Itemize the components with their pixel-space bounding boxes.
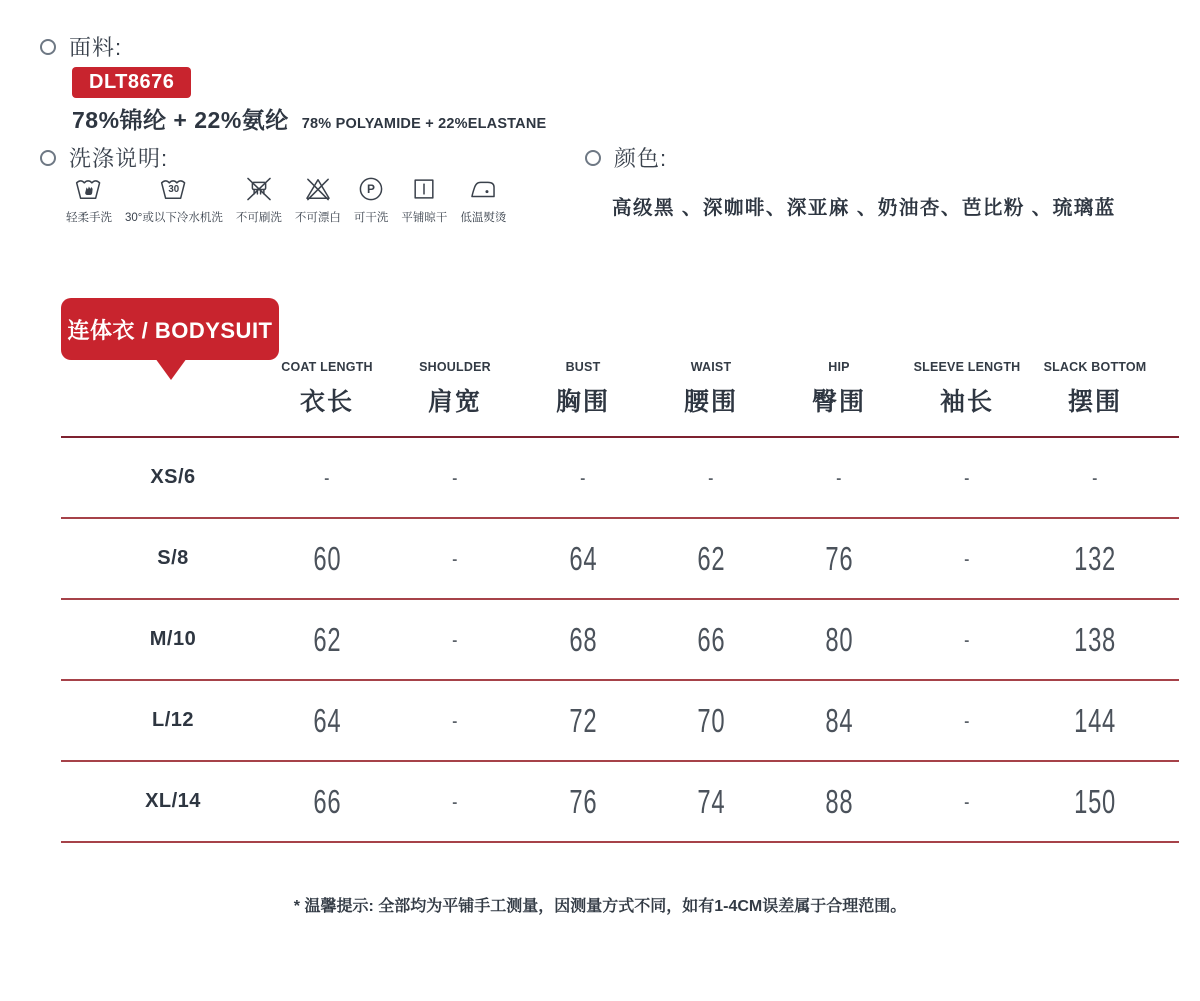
header-bust: BUST 胸围	[555, 360, 610, 416]
value-cell: 138	[1074, 620, 1116, 658]
care-icon-label: 可干洗	[353, 212, 389, 224]
care-item-low-iron	[460, 174, 506, 225]
size-cell: L/12	[151, 709, 195, 731]
value-cell: 74	[697, 782, 725, 820]
value-cell: -	[451, 707, 458, 733]
svg-text:P: P	[367, 182, 376, 197]
no-bleach-icon	[303, 174, 333, 204]
value-cell: -	[963, 707, 970, 733]
value-cell: 88	[825, 782, 853, 820]
svg-text:30: 30	[168, 184, 180, 196]
value-cell: 132	[1074, 539, 1116, 577]
value-cell: -	[963, 464, 970, 490]
value-cell: 150	[1074, 782, 1116, 820]
value-cell: -	[451, 464, 458, 490]
value-cell: 60	[313, 539, 341, 577]
value-cell: -	[451, 788, 458, 814]
badge-pointer-triangle	[155, 358, 187, 380]
value-cell: -	[1091, 464, 1098, 490]
circle-bullet-icon	[40, 150, 56, 166]
care-item-drip-dry	[401, 174, 447, 225]
fabric-composition	[72, 102, 546, 135]
dry-clean-p-icon	[356, 174, 386, 204]
value-cell: 76	[569, 782, 597, 820]
size-cell: XL/14	[145, 790, 201, 812]
measurement-note: * 温馨提示: 全部均为平铺手工测量，因测量方式不同，如有1-4CM误差属于合理范围。	[293, 898, 907, 915]
value-cell: 62	[313, 620, 341, 658]
size-cell: XS/6	[150, 466, 196, 488]
size-table	[61, 352, 1179, 843]
no-scrub-icon	[244, 174, 274, 204]
size-table-header	[61, 352, 1179, 438]
care-item-dry-clean	[354, 174, 389, 225]
care-icon-label: 低温熨烫	[460, 212, 507, 224]
value-cell: 64	[313, 701, 341, 739]
header-slack-bottom: SLACK BOTTOM 摆围	[1043, 360, 1147, 416]
value-cell: -	[707, 464, 714, 490]
style-code-badge: DLT8676	[72, 67, 191, 98]
care-icon-label: 不可漂白	[294, 212, 341, 224]
circle-bullet-icon	[40, 39, 56, 55]
value-cell: -	[835, 464, 842, 490]
header-coat-length: COAT LENGTH 衣长	[281, 360, 373, 416]
value-cell: 84	[825, 701, 853, 739]
table-row	[61, 600, 1179, 681]
care-icon-label: 30°或以下冷水机洗	[125, 212, 223, 224]
circle-bullet-icon	[585, 150, 601, 166]
size-cell: M/10	[149, 628, 197, 650]
category-badge: 连体衣 / BODYSUIT	[61, 298, 279, 360]
care-icon-label: 轻柔手洗	[66, 212, 112, 224]
value-cell: 144	[1074, 701, 1116, 739]
value-cell: -	[323, 464, 330, 490]
value-cell: 72	[569, 701, 597, 739]
care-icon-label: 不可刷洗	[235, 212, 282, 224]
machine-wash-30-icon	[159, 174, 189, 204]
value-cell: -	[451, 626, 458, 652]
care-item-hand-wash	[66, 174, 112, 225]
value-cell: 66	[313, 782, 341, 820]
care-item-no-scrub	[236, 174, 282, 225]
fabric-section-header	[40, 31, 122, 62]
low-iron-icon	[468, 174, 498, 204]
composition-en: 78% POLYAMIDE + 22%ELASTANE	[301, 116, 547, 132]
care-icons-row	[66, 174, 506, 225]
fabric-label: 面料:	[69, 35, 123, 60]
table-row	[61, 519, 1179, 600]
value-cell: 66	[697, 620, 725, 658]
value-cell: -	[451, 545, 458, 571]
composition-cn: 78%锦纶 + 22%氨纶	[72, 107, 289, 133]
color-label: 颜色:	[614, 146, 668, 171]
value-cell: -	[963, 788, 970, 814]
table-row	[61, 681, 1179, 762]
value-cell: 68	[569, 620, 597, 658]
value-cell: -	[963, 626, 970, 652]
value-cell: 76	[825, 539, 853, 577]
care-item-no-bleach	[295, 174, 341, 225]
size-cell: S/8	[157, 547, 189, 569]
value-cell: 80	[825, 620, 853, 658]
table-row	[61, 438, 1179, 519]
care-icon-label: 平铺晾干	[401, 212, 448, 224]
hand-wash-icon	[74, 174, 104, 204]
header-waist: WAIST 腰围	[683, 360, 738, 416]
drip-dry-icon	[409, 174, 439, 204]
value-cell: 62	[697, 539, 725, 577]
header-hip: HIP 臀围	[811, 360, 866, 416]
header-shoulder: SHOULDER 肩宽	[419, 360, 491, 416]
value-cell: 64	[569, 539, 597, 577]
value-cell: -	[963, 545, 970, 571]
color-options-text: 高级黑 、深咖啡、深亚麻 、奶油杏、芭比粉 、琉璃蓝	[612, 197, 1116, 219]
color-section-header	[585, 142, 667, 173]
care-label: 洗涤说明:	[69, 146, 169, 171]
header-sleeve-length: SLEEVE LENGTH 袖长	[913, 360, 1021, 416]
table-row	[61, 762, 1179, 843]
value-cell: -	[579, 464, 586, 490]
care-item-machine-wash-30	[125, 174, 223, 225]
care-section-header	[40, 142, 168, 173]
value-cell: 70	[697, 701, 725, 739]
